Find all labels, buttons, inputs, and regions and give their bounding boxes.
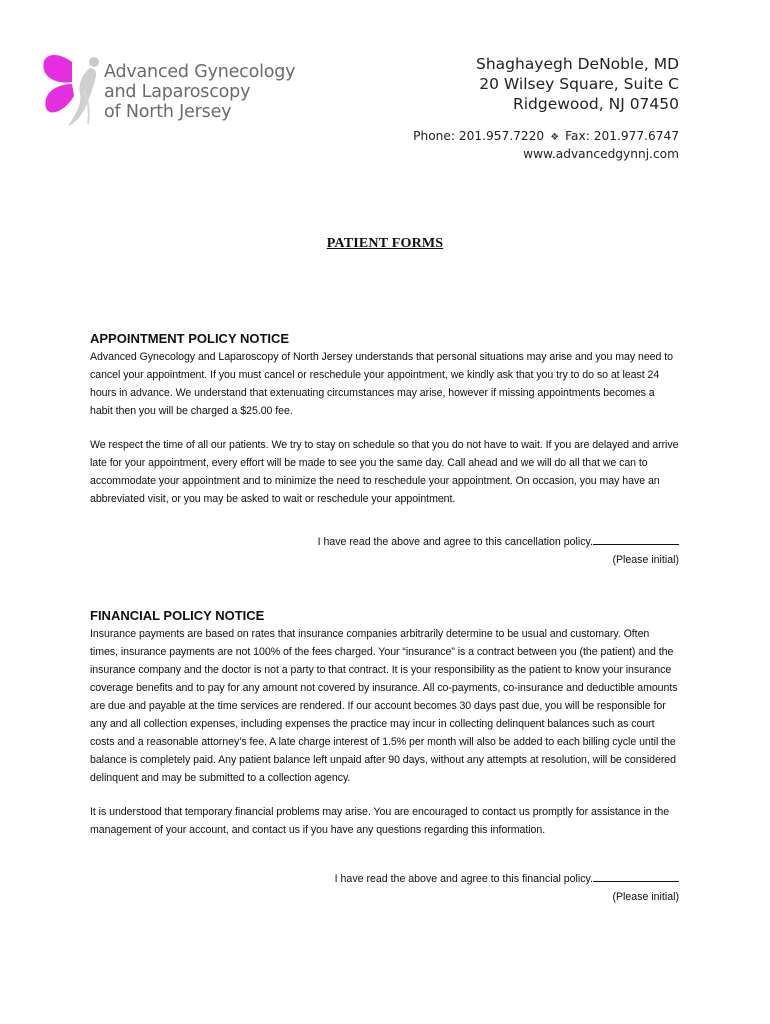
cancellation-initial-field[interactable] bbox=[593, 533, 679, 545]
practice-address bbox=[476, 54, 679, 114]
practice-name bbox=[104, 62, 295, 122]
financial-initial-field[interactable] bbox=[593, 870, 679, 882]
practice-name-line-1: Advanced Gynecology bbox=[104, 62, 296, 82]
appointment-policy-heading: APPOINTMENT POLICY NOTICE bbox=[90, 331, 290, 346]
fax-number: Fax: 201.977.6747 bbox=[565, 129, 679, 143]
practice-name-line-3: of North Jersey bbox=[104, 102, 232, 122]
practice-name-line-2: and Laparoscopy bbox=[104, 82, 251, 102]
appointment-policy-section bbox=[90, 330, 680, 508]
practice-logo bbox=[38, 50, 308, 130]
butterfly-woman-logo-icon bbox=[38, 50, 108, 130]
contact-info bbox=[413, 128, 679, 162]
page-title: PATIENT FORMS bbox=[326, 236, 444, 251]
financial-policy-section bbox=[90, 607, 680, 839]
cancellation-agree-text: I have read the above and agree to this cancellation policy. bbox=[317, 536, 593, 548]
financial-agreement bbox=[335, 870, 679, 906]
cancellation-agreement bbox=[318, 533, 679, 569]
street-address: 20 Wilsey Square, Suite C bbox=[479, 75, 679, 93]
financial-policy-paragraph-1: Insurance payments are based on rates that insurance companies arbitrarily determine to be usual and customary. Often times, insurance payments are not 100% of the fees charged. Your “insurance” is a contract between you (the patient) and the insurance company and the doctor is not a party to that contract. It is your responsibility as the patient to know your insurance coverage benefits and to pay for any amount not covered by insurance. All co-payments, co-insurance and deductible amounts are due and payable at the time services are rendered. If our account becomes 30 days past due, you will be responsible for any and all collection expenses, including expenses the practice may incur in collecting delinquent balances such as court costs and a reasonable attorney’s fee. A late charge interest of 1.5% per month will also be added to each billing cycle until the balance is completely paid. Any patient balance left unpaid after 90 days, without any attempts at resolution, will be considered delinquent and may be submitted to a collection agency. bbox=[90, 628, 678, 784]
financial-initial-note: (Please initial) bbox=[612, 891, 679, 903]
financial-policy-paragraph-2: It is understood that temporary financial problems may arise. You are encouraged to contact us promptly for assistance in the management of your account, and contact us if you have any questions regarding this information. bbox=[90, 806, 670, 836]
cancellation-initial-note: (Please initial) bbox=[612, 554, 679, 566]
phone-number: Phone: 201.957.7220 bbox=[413, 129, 545, 143]
appointment-policy-paragraph-2: We respect the time of all our patients. We try to stay on schedule so that you do not have to wait. If you are delayed and arrive late for your appointment, every effort will be made to see you the same day. Call ahead and we will do all that we can to accommodate your appointment and to minimize the need to reschedule your appointment. On occasion, you may have an abbreviated visit, or you may be asked to wait or reschedule your appointment. bbox=[90, 439, 679, 505]
appointment-policy-paragraph-1: Advanced Gynecology and Laparoscopy of North Jersey understands that personal situations may arise and you may need to cancel your appointment. If you must cancel or reschedule your appointment, we kindly ask that you try to do so at least 24 hours in advance. We understand that extenuating circumstances may arise, however if missing appointments becomes a habit then you will be charged a $25.00 fee. bbox=[90, 351, 673, 417]
doctor-name: Shaghayegh DeNoble, MD bbox=[475, 55, 679, 73]
financial-policy-heading: FINANCIAL POLICY NOTICE bbox=[90, 608, 265, 623]
city-state-zip: Ridgewood, NJ 07450 bbox=[512, 95, 679, 113]
separator-icon: ❖ bbox=[550, 132, 560, 143]
website-link[interactable]: www.advancedgynnj.com bbox=[523, 147, 679, 161]
financial-agree-text: I have read the above and agree to this financial policy. bbox=[334, 873, 593, 885]
